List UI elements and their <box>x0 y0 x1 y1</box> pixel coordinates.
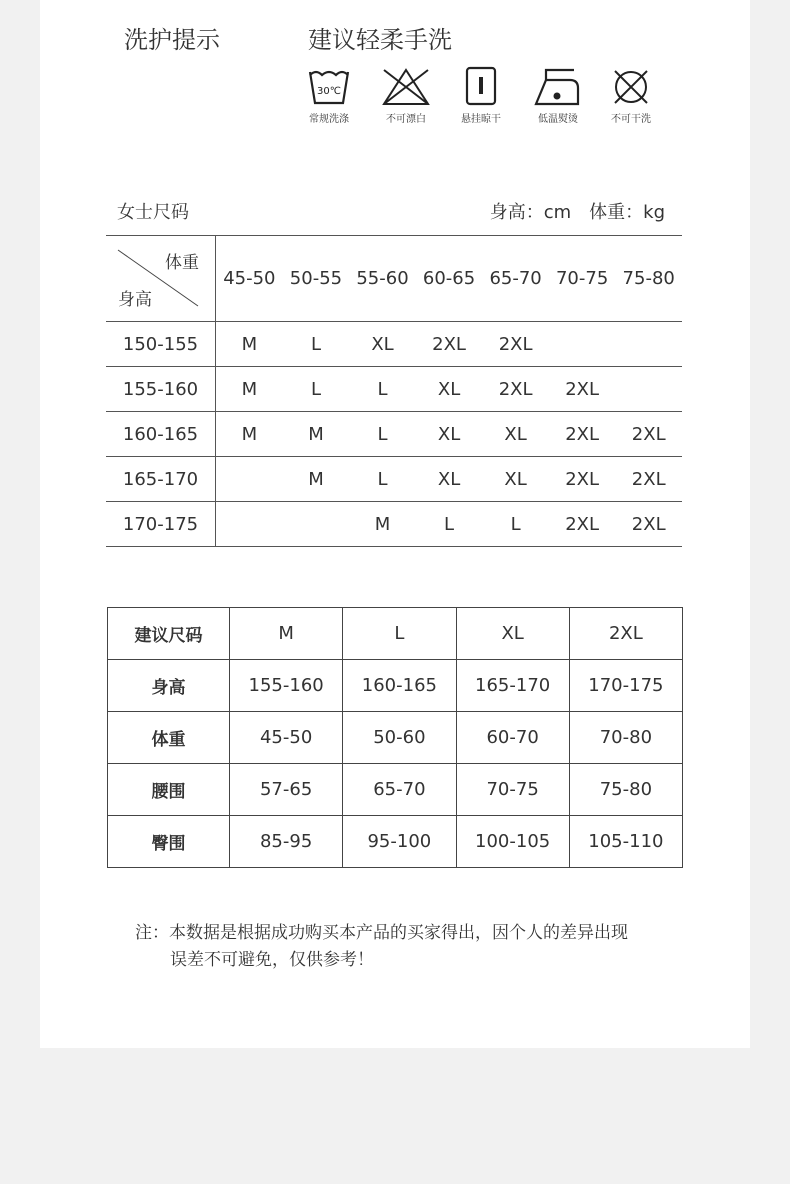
weight-header: 60-65 <box>416 236 483 322</box>
row-label: 腰围 <box>108 764 230 816</box>
size-cell <box>615 367 682 412</box>
height-cell: 155-160 <box>106 367 216 412</box>
table-cell: 50-60 <box>343 712 456 764</box>
weight-header: 75-80 <box>615 236 682 322</box>
no-bleach-icon <box>380 66 432 106</box>
table-row <box>106 502 682 547</box>
table-row <box>106 412 682 457</box>
size-cell: L <box>283 322 350 367</box>
size-cell: M <box>283 457 350 502</box>
size-cell: 2XL <box>549 457 616 502</box>
height-cell: 150-155 <box>106 322 216 367</box>
disclaimer-note <box>135 920 628 974</box>
corner-cell <box>106 236 216 322</box>
care-item-dryclean <box>591 66 671 125</box>
units-label: 身高：cm 体重：kg <box>489 202 665 223</box>
care-item-iron <box>518 66 598 125</box>
table-cell: L <box>343 608 456 660</box>
care-item-bleach <box>366 66 446 125</box>
corner-height-label: 身高 <box>118 290 152 310</box>
size-cell: L <box>349 457 416 502</box>
size-cell: 2XL <box>549 367 616 412</box>
size-cell: 2XL <box>615 412 682 457</box>
table-cell: 165-170 <box>456 660 569 712</box>
size-cell: L <box>482 502 549 547</box>
weight-header: 55-60 <box>349 236 416 322</box>
table-row <box>108 608 683 660</box>
table-cell: 105-110 <box>569 816 682 868</box>
table-cell: XL <box>456 608 569 660</box>
size-cell <box>216 502 283 547</box>
care-label-dryclean: 不可干洗 <box>611 114 651 125</box>
care-label-wash: 常规洗涤 <box>309 114 349 125</box>
hang-dry-icon <box>461 66 501 106</box>
size-cell <box>549 322 616 367</box>
table-cell: M <box>230 608 343 660</box>
table-row <box>106 322 682 367</box>
size-cell: L <box>349 412 416 457</box>
table-cell: 70-80 <box>569 712 682 764</box>
size-cell <box>216 457 283 502</box>
row-label: 身高 <box>108 660 230 712</box>
table-row <box>108 816 683 868</box>
womens-size-table <box>106 235 682 547</box>
table-cell: 95-100 <box>343 816 456 868</box>
size-cell <box>615 322 682 367</box>
size-cell: M <box>349 502 416 547</box>
table-cell: 100-105 <box>456 816 569 868</box>
table-cell: 60-70 <box>456 712 569 764</box>
table-cell: 65-70 <box>343 764 456 816</box>
size-cell: 2XL <box>549 502 616 547</box>
corner-weight-label: 体重 <box>165 253 199 273</box>
care-item-wash <box>289 66 369 125</box>
table-row <box>108 660 683 712</box>
table-cell: 70-75 <box>456 764 569 816</box>
care-label-bleach: 不可漂白 <box>386 114 426 125</box>
care-title: 洗护提示 <box>124 26 220 54</box>
table-cell: 57-65 <box>230 764 343 816</box>
size-cell: XL <box>416 412 483 457</box>
size-cell: L <box>283 367 350 412</box>
size-cell: XL <box>416 457 483 502</box>
recommended-size-table <box>107 607 683 868</box>
table-cell: 75-80 <box>569 764 682 816</box>
care-item-hang <box>441 66 521 125</box>
no-dry-clean-icon <box>611 66 651 106</box>
note-line: 注：本数据是根据成功购买本产品的买家得出，因个人的差异出现 <box>135 923 628 943</box>
note-line: 误差不可避免，仅供参考！ <box>170 950 374 970</box>
height-cell: 170-175 <box>106 502 216 547</box>
table-cell: 160-165 <box>343 660 456 712</box>
row-label: 臀围 <box>108 816 230 868</box>
low-iron-icon <box>532 66 584 106</box>
height-cell: 165-170 <box>106 457 216 502</box>
table-cell: 2XL <box>569 608 682 660</box>
weight-header: 50-55 <box>283 236 350 322</box>
size-cell: M <box>283 412 350 457</box>
table-row <box>108 764 683 816</box>
size-cell: 2XL <box>416 322 483 367</box>
weight-header: 65-70 <box>482 236 549 322</box>
size-cell <box>283 502 350 547</box>
size-cell: 2XL <box>482 367 549 412</box>
svg-text:30℃: 30℃ <box>317 86 341 97</box>
table-cell: 155-160 <box>230 660 343 712</box>
table-row <box>106 367 682 412</box>
size-cell: XL <box>349 322 416 367</box>
size-cell: M <box>216 412 283 457</box>
weight-header: 70-75 <box>549 236 616 322</box>
table-cell: 170-175 <box>569 660 682 712</box>
table-header-row <box>106 236 682 322</box>
table-row <box>106 457 682 502</box>
size-cell: M <box>216 322 283 367</box>
womens-size-title: 女士尺码 <box>117 202 189 223</box>
weight-header: 45-50 <box>216 236 283 322</box>
table-cell: 85-95 <box>230 816 343 868</box>
size-cell: L <box>349 367 416 412</box>
size-cell: XL <box>482 412 549 457</box>
size-cell: 2XL <box>482 322 549 367</box>
size-cell: M <box>216 367 283 412</box>
size-cell: 2XL <box>549 412 616 457</box>
care-suggestion: 建议轻柔手洗 <box>308 26 452 54</box>
size-cell: L <box>416 502 483 547</box>
care-label-hang: 悬挂晾干 <box>461 114 501 125</box>
size-guide-card <box>40 0 750 1048</box>
table-cell: 45-50 <box>230 712 343 764</box>
table-row <box>108 712 683 764</box>
size-cell: XL <box>482 457 549 502</box>
height-cell: 160-165 <box>106 412 216 457</box>
row-label: 体重 <box>108 712 230 764</box>
care-label-iron: 低温熨烫 <box>538 114 578 125</box>
wash-30-icon <box>307 66 351 106</box>
size-cell: XL <box>416 367 483 412</box>
row-label: 建议尺码 <box>108 608 230 660</box>
size-cell: 2XL <box>615 457 682 502</box>
size-cell: 2XL <box>615 502 682 547</box>
